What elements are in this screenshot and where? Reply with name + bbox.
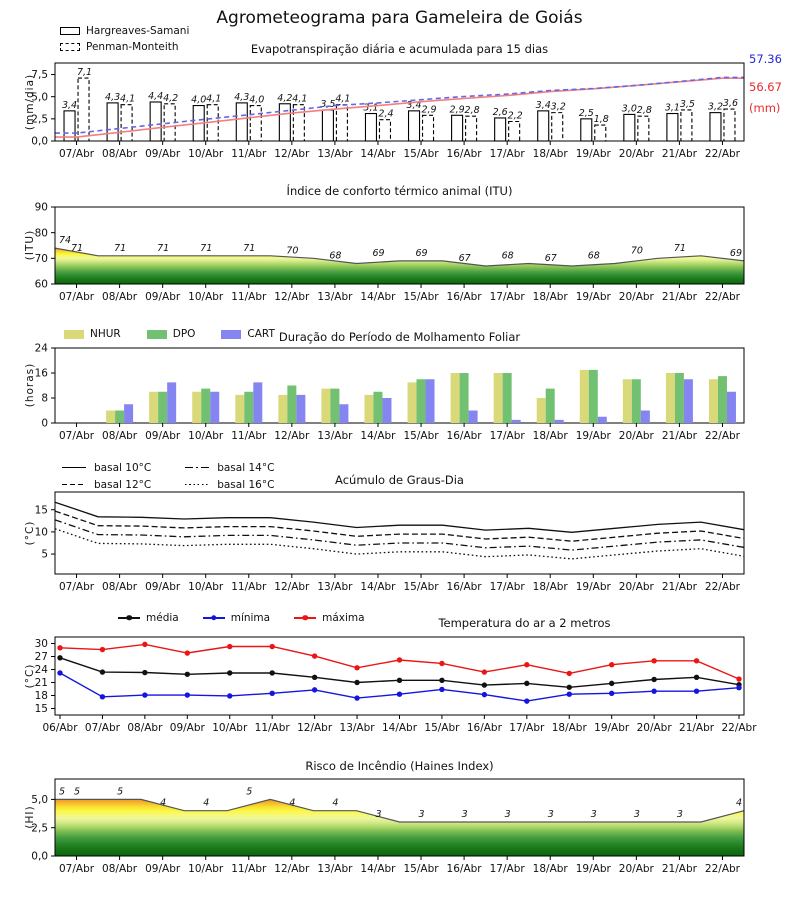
- svg-text:10/Abr: 10/Abr: [212, 722, 248, 734]
- svg-text:20/Abr: 20/Abr: [618, 291, 654, 303]
- svg-text:7,1: 7,1: [76, 67, 93, 79]
- svg-text:4: 4: [735, 797, 742, 809]
- svg-text:7,5: 7,5: [31, 69, 48, 82]
- svg-text:3,4: 3,4: [535, 99, 551, 111]
- svg-text:09/Abr: 09/Abr: [145, 581, 181, 593]
- legend-label: mínima: [230, 612, 271, 624]
- dpo-swatch-icon: [147, 330, 167, 339]
- svg-text:22/Abr: 22/Abr: [704, 581, 741, 593]
- svg-text:2,5: 2,5: [31, 113, 48, 126]
- svg-text:2,4: 2,4: [378, 108, 394, 120]
- svg-text:10: 10: [34, 526, 48, 539]
- svg-text:5: 5: [74, 786, 81, 798]
- svg-text:4: 4: [332, 797, 339, 809]
- svg-text:17/Abr: 17/Abr: [489, 148, 525, 160]
- svg-text:17/Abr: 17/Abr: [489, 863, 525, 875]
- svg-text:3,1: 3,1: [363, 102, 379, 114]
- media-line-swatch-icon: [118, 617, 140, 619]
- svg-text:11/Abr: 11/Abr: [254, 722, 290, 734]
- svg-text:18/Abr: 18/Abr: [532, 148, 568, 160]
- svg-text:08/Abr: 08/Abr: [102, 148, 138, 160]
- legend-item-nhur: [64, 328, 121, 340]
- svg-text:68: 68: [329, 250, 342, 262]
- svg-text:17/Abr: 17/Abr: [509, 722, 545, 734]
- svg-text:09/Abr: 09/Abr: [169, 722, 205, 734]
- svg-text:2,2: 2,2: [507, 110, 523, 122]
- svg-text:5,0: 5,0: [31, 793, 48, 806]
- legend-item-penman: [60, 41, 179, 53]
- svg-text:3: 3: [461, 809, 468, 821]
- svg-text:08/Abr: 08/Abr: [102, 430, 138, 442]
- haines-chart-title: Risco de Incêndio (Haines Index): [305, 759, 494, 773]
- svg-text:4,3: 4,3: [234, 91, 250, 103]
- evapo-legend: [60, 25, 189, 53]
- svg-text:3: 3: [504, 809, 511, 821]
- svg-text:15/Abr: 15/Abr: [403, 430, 439, 442]
- temperatura-chart-title: Temperatura do ar a 2 metros: [438, 616, 611, 630]
- legend-label: basal 14°C: [217, 461, 275, 474]
- svg-text:30: 30: [34, 638, 48, 651]
- svg-text:11/Abr: 11/Abr: [231, 430, 267, 442]
- svg-text:15: 15: [34, 703, 48, 716]
- svg-text:21/Abr: 21/Abr: [661, 291, 697, 303]
- svg-text:22/Abr: 22/Abr: [704, 291, 741, 303]
- svg-text:5: 5: [41, 548, 48, 561]
- svg-text:18/Abr: 18/Abr: [532, 430, 568, 442]
- itu-plot-area: [34, 201, 744, 303]
- svg-text:16/Abr: 16/Abr: [466, 722, 502, 734]
- svg-text:12/Abr: 12/Abr: [297, 722, 333, 734]
- svg-text:11/Abr: 11/Abr: [231, 581, 267, 593]
- graus-dia-plot-area: [34, 492, 744, 593]
- svg-text:69: 69: [415, 247, 428, 259]
- svg-text:3: 3: [676, 809, 683, 821]
- svg-text:16/Abr: 16/Abr: [446, 863, 482, 875]
- legend-item-basal16: [185, 479, 274, 491]
- svg-text:15/Abr: 15/Abr: [403, 581, 439, 593]
- svg-text:10/Abr: 10/Abr: [188, 430, 224, 442]
- svg-text:90: 90: [34, 201, 48, 214]
- molhamento-svg: [34, 342, 744, 442]
- svg-text:74: 74: [59, 235, 72, 247]
- svg-text:15/Abr: 15/Abr: [403, 291, 439, 303]
- evapo-plot-area: [31, 63, 744, 160]
- dotted-line-swatch-icon: [185, 484, 209, 486]
- svg-text:07/Abr: 07/Abr: [58, 148, 95, 160]
- svg-text:22/Abr: 22/Abr: [721, 722, 757, 734]
- dashed-bar-swatch-icon: [60, 43, 80, 51]
- svg-text:5,0: 5,0: [31, 91, 48, 104]
- svg-text:8: 8: [41, 392, 48, 405]
- svg-text:2,5: 2,5: [31, 822, 48, 835]
- svg-text:2,9: 2,9: [421, 104, 437, 116]
- svg-text:4,1: 4,1: [206, 93, 222, 105]
- svg-text:20/Abr: 20/Abr: [618, 581, 654, 593]
- svg-text:4,4: 4,4: [148, 91, 164, 102]
- svg-text:3,5: 3,5: [320, 98, 336, 110]
- svg-text:21/Abr: 21/Abr: [679, 722, 715, 734]
- graus_dia-svg: [34, 492, 744, 593]
- svg-text:3,1: 3,1: [664, 102, 680, 114]
- svg-text:70: 70: [630, 245, 643, 257]
- svg-text:2,9: 2,9: [449, 104, 465, 116]
- svg-text:3: 3: [590, 809, 597, 821]
- svg-text:3,2: 3,2: [550, 101, 566, 113]
- svg-text:12/Abr: 12/Abr: [274, 291, 310, 303]
- svg-text:4,1: 4,1: [120, 93, 136, 105]
- svg-text:4,0: 4,0: [191, 94, 207, 106]
- svg-text:18/Abr: 18/Abr: [532, 581, 568, 593]
- svg-text:18/Abr: 18/Abr: [551, 722, 587, 734]
- maxima-line-swatch-icon: [294, 617, 316, 619]
- svg-text:08/Abr: 08/Abr: [102, 863, 138, 875]
- svg-text:07/Abr: 07/Abr: [58, 430, 95, 442]
- svg-text:20/Abr: 20/Abr: [618, 863, 654, 875]
- evapo-svg: [31, 63, 744, 160]
- svg-text:08/Abr: 08/Abr: [102, 581, 138, 593]
- legend-label: DPO: [172, 328, 196, 340]
- svg-text:71: 71: [673, 242, 686, 254]
- dashed-line-swatch-icon: [62, 484, 86, 486]
- svg-text:3,4: 3,4: [61, 99, 78, 111]
- svg-text:14/Abr: 14/Abr: [360, 581, 396, 593]
- svg-text:10/Abr: 10/Abr: [188, 291, 224, 303]
- svg-text:14/Abr: 14/Abr: [360, 148, 396, 160]
- svg-text:15/Abr: 15/Abr: [403, 148, 439, 160]
- svg-text:3,5: 3,5: [679, 98, 695, 110]
- evapo-chart-title: Evapotranspiração diária e acumulada para 15 dias: [250, 42, 549, 56]
- temperatura-plot-area: [34, 637, 757, 734]
- svg-text:71: 71: [114, 242, 127, 254]
- svg-text:70: 70: [286, 245, 299, 257]
- svg-text:11/Abr: 11/Abr: [231, 291, 267, 303]
- svg-text:08/Abr: 08/Abr: [102, 291, 138, 303]
- graus-dia-y-axis-label: (°C): [24, 520, 36, 546]
- svg-text:3,0: 3,0: [621, 103, 637, 115]
- molhamento-chart-title: Duração do Período de Molhamento Foliar: [278, 330, 521, 344]
- solid-line-swatch-icon: [62, 467, 86, 469]
- haines-y-axis-label: (HI): [24, 805, 36, 829]
- svg-text:07/Abr: 07/Abr: [58, 863, 95, 875]
- svg-text:4,2: 4,2: [163, 92, 179, 104]
- svg-text:22/Abr: 22/Abr: [704, 863, 741, 875]
- svg-text:71: 71: [71, 242, 84, 254]
- svg-text:4,1: 4,1: [292, 93, 308, 105]
- legend-label: basal 12°C: [94, 478, 152, 491]
- legend-label: máxima: [322, 612, 365, 624]
- svg-text:15/Abr: 15/Abr: [403, 863, 439, 875]
- svg-text:17/Abr: 17/Abr: [489, 291, 525, 303]
- svg-text:07/Abr: 07/Abr: [84, 722, 120, 734]
- molhamento-y-axis-label: (horas): [24, 362, 36, 408]
- svg-text:68: 68: [501, 250, 514, 262]
- legend-label: Penman-Monteith: [86, 41, 179, 53]
- legend-item-cart: [221, 328, 274, 340]
- legend-label: CART: [247, 328, 275, 340]
- svg-text:0,0: 0,0: [31, 850, 48, 863]
- svg-text:19/Abr: 19/Abr: [575, 581, 611, 593]
- solid-bar-swatch-icon: [60, 27, 80, 35]
- svg-text:17/Abr: 17/Abr: [489, 430, 525, 442]
- svg-text:12/Abr: 12/Abr: [274, 148, 310, 160]
- svg-text:2,5: 2,5: [578, 107, 594, 119]
- svg-text:16/Abr: 16/Abr: [446, 430, 482, 442]
- svg-text:4,0: 4,0: [249, 94, 265, 106]
- legend-label: média: [146, 612, 179, 624]
- svg-text:13/Abr: 13/Abr: [317, 581, 353, 593]
- svg-text:16/Abr: 16/Abr: [446, 148, 482, 160]
- haines-plot-area: [31, 779, 744, 875]
- svg-text:70: 70: [34, 252, 48, 265]
- svg-text:67: 67: [458, 253, 471, 265]
- svg-text:4: 4: [203, 797, 210, 809]
- legend-item-basal10: [62, 462, 151, 474]
- legend-label: basal 16°C: [217, 478, 275, 491]
- svg-text:3,2: 3,2: [707, 101, 724, 113]
- accumulated-unit-label: (mm): [749, 101, 781, 115]
- svg-text:19/Abr: 19/Abr: [594, 722, 630, 734]
- svg-text:3: 3: [418, 809, 425, 821]
- svg-text:21/Abr: 21/Abr: [661, 581, 697, 593]
- svg-text:11/Abr: 11/Abr: [231, 148, 267, 160]
- svg-text:1,8: 1,8: [593, 114, 609, 126]
- temperatura-y-axis-label: (°C): [24, 663, 36, 689]
- svg-text:19/Abr: 19/Abr: [575, 430, 611, 442]
- legend-item-basal14: [185, 462, 274, 474]
- svg-text:4: 4: [160, 797, 167, 809]
- svg-text:16/Abr: 16/Abr: [446, 291, 482, 303]
- svg-text:18: 18: [34, 690, 48, 703]
- svg-text:3: 3: [633, 809, 640, 821]
- svg-text:3: 3: [547, 809, 554, 821]
- svg-text:10/Abr: 10/Abr: [188, 863, 224, 875]
- svg-text:27: 27: [34, 651, 48, 664]
- accumulated-hargreaves-total: 56.67: [749, 80, 782, 94]
- nhur-swatch-icon: [64, 330, 84, 339]
- svg-text:09/Abr: 09/Abr: [145, 148, 181, 160]
- svg-text:3,6: 3,6: [722, 98, 739, 110]
- svg-text:21/Abr: 21/Abr: [661, 430, 697, 442]
- itu-svg: [34, 201, 744, 303]
- svg-text:19/Abr: 19/Abr: [575, 148, 611, 160]
- svg-text:07/Abr: 07/Abr: [58, 581, 95, 593]
- svg-text:15/Abr: 15/Abr: [424, 722, 460, 734]
- svg-text:13/Abr: 13/Abr: [317, 291, 353, 303]
- haines-svg: [31, 779, 744, 875]
- svg-text:19/Abr: 19/Abr: [575, 863, 611, 875]
- svg-text:21/Abr: 21/Abr: [661, 148, 697, 160]
- svg-text:10/Abr: 10/Abr: [188, 581, 224, 593]
- svg-text:14/Abr: 14/Abr: [381, 722, 418, 734]
- itu-chart-title: Índice de conforto térmico animal (ITU): [286, 184, 513, 198]
- legend-label: basal 10°C: [94, 461, 152, 474]
- svg-text:09/Abr: 09/Abr: [145, 863, 181, 875]
- svg-text:09/Abr: 09/Abr: [145, 291, 181, 303]
- svg-text:2,8: 2,8: [636, 105, 652, 117]
- svg-text:13/Abr: 13/Abr: [339, 722, 375, 734]
- graus-dia-chart-title: Acúmulo de Graus-Dia: [335, 473, 464, 487]
- svg-text:60: 60: [34, 278, 48, 291]
- svg-text:68: 68: [587, 250, 600, 262]
- svg-text:17/Abr: 17/Abr: [489, 581, 525, 593]
- svg-text:3,4: 3,4: [406, 99, 422, 111]
- molhamento-legend: [64, 328, 275, 340]
- svg-text:19/Abr: 19/Abr: [575, 291, 611, 303]
- svg-text:18/Abr: 18/Abr: [532, 291, 568, 303]
- legend-item-media: [118, 612, 179, 624]
- legend-item-maxima: [294, 612, 364, 624]
- svg-text:06/Abr: 06/Abr: [42, 722, 78, 734]
- svg-text:24: 24: [34, 342, 48, 355]
- svg-text:12/Abr: 12/Abr: [274, 581, 310, 593]
- svg-text:12/Abr: 12/Abr: [274, 863, 310, 875]
- svg-text:24: 24: [34, 664, 48, 677]
- evapo-y-axis-label: (mm/dia): [24, 73, 36, 131]
- dashdot-line-swatch-icon: [185, 467, 209, 469]
- temperatura-svg: [34, 637, 757, 734]
- svg-text:16: 16: [34, 367, 48, 380]
- molhamento-plot-area: [34, 342, 744, 442]
- svg-text:69: 69: [372, 247, 385, 259]
- svg-text:10/Abr: 10/Abr: [188, 148, 224, 160]
- svg-text:13/Abr: 13/Abr: [317, 863, 353, 875]
- svg-text:09/Abr: 09/Abr: [145, 430, 181, 442]
- svg-text:5: 5: [117, 786, 124, 798]
- svg-text:11/Abr: 11/Abr: [231, 863, 267, 875]
- svg-text:20/Abr: 20/Abr: [636, 722, 672, 734]
- svg-text:14/Abr: 14/Abr: [360, 863, 396, 875]
- svg-text:16/Abr: 16/Abr: [446, 581, 482, 593]
- svg-text:0: 0: [41, 417, 48, 430]
- legend-item-dpo: [147, 328, 196, 340]
- svg-text:4,1: 4,1: [335, 93, 351, 105]
- svg-text:3: 3: [375, 809, 382, 821]
- svg-text:5: 5: [246, 786, 253, 798]
- svg-text:18/Abr: 18/Abr: [532, 863, 568, 875]
- svg-text:4,3: 4,3: [105, 91, 121, 103]
- svg-text:08/Abr: 08/Abr: [127, 722, 163, 734]
- svg-text:80: 80: [34, 227, 48, 240]
- legend-label: Hargreaves-Samani: [86, 25, 190, 37]
- svg-text:20/Abr: 20/Abr: [618, 148, 654, 160]
- svg-text:4,2: 4,2: [277, 92, 293, 104]
- minima-line-swatch-icon: [203, 617, 225, 619]
- svg-text:13/Abr: 13/Abr: [317, 148, 353, 160]
- legend-label: NHUR: [90, 328, 121, 340]
- svg-text:0,0: 0,0: [31, 135, 48, 148]
- graus-dia-legend: [62, 459, 274, 493]
- temperatura-legend: [118, 612, 365, 624]
- svg-text:69: 69: [729, 247, 742, 259]
- svg-text:12/Abr: 12/Abr: [274, 430, 310, 442]
- svg-text:22/Abr: 22/Abr: [704, 148, 741, 160]
- svg-text:21: 21: [34, 677, 48, 690]
- svg-text:71: 71: [157, 242, 170, 254]
- svg-text:71: 71: [243, 242, 256, 254]
- svg-text:5: 5: [59, 786, 66, 798]
- svg-text:14/Abr: 14/Abr: [360, 291, 396, 303]
- svg-text:14/Abr: 14/Abr: [360, 430, 396, 442]
- legend-item-minima: [203, 612, 270, 624]
- svg-text:21/Abr: 21/Abr: [661, 863, 697, 875]
- svg-text:07/Abr: 07/Abr: [58, 291, 95, 303]
- itu-y-axis-label: (ITU): [24, 229, 36, 261]
- accumulated-penman-total: 57.36: [749, 52, 782, 66]
- page-title: Agrometeograma para Gameleira de Goiás: [216, 8, 583, 28]
- svg-text:15: 15: [34, 504, 48, 517]
- svg-text:20/Abr: 20/Abr: [618, 430, 654, 442]
- legend-item-basal12: [62, 479, 151, 491]
- legend-item-hargreaves: [60, 25, 189, 37]
- svg-text:2,8: 2,8: [464, 105, 480, 117]
- svg-text:13/Abr: 13/Abr: [317, 430, 353, 442]
- svg-text:2,6: 2,6: [492, 106, 508, 118]
- svg-text:67: 67: [544, 253, 557, 265]
- svg-text:71: 71: [200, 242, 213, 254]
- svg-text:22/Abr: 22/Abr: [704, 430, 741, 442]
- cart-swatch-icon: [221, 330, 241, 339]
- svg-text:4: 4: [289, 797, 296, 809]
